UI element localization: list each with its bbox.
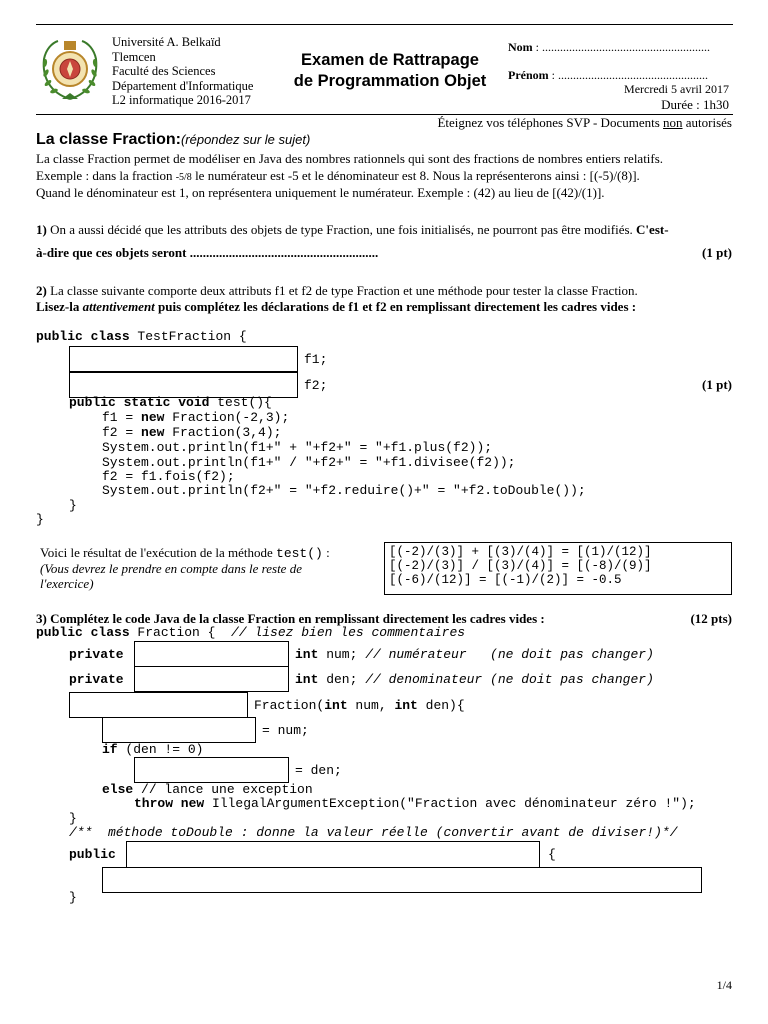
prenom-label: Prénom	[508, 68, 549, 82]
q2-line1	[36, 283, 638, 299]
q3-points: (12 pts)	[690, 611, 732, 626]
faculty-name: Faculté des Sciences	[112, 64, 216, 78]
result-line-plus: [(-2)/(3)] + [(3)/(4)] = [(1)/(12)]	[389, 545, 652, 559]
code-line-throw	[134, 796, 696, 811]
university-name: Université A. Belkaïd	[112, 35, 221, 49]
notice-after: autorisés	[682, 115, 732, 130]
code-line-fois: f2 = f1.fois(f2);	[102, 469, 235, 484]
constructor-modifier-box[interactable]	[69, 692, 248, 718]
notice-non: non	[663, 115, 683, 130]
department-name: Département d'Informatique	[112, 78, 254, 93]
code-assign-num: = num;	[262, 723, 309, 738]
result-note-line1: (Vous devrez le prendre en compte dans le reste de	[40, 561, 302, 576]
code-brace-open: {	[548, 847, 556, 862]
class-name: TestFraction {	[129, 329, 247, 344]
page-number: 1/4	[716, 978, 732, 992]
kw-public-todouble: public	[69, 847, 116, 862]
code-f2: f2;	[304, 378, 328, 393]
comment-num: // numérateur (ne doit pas changer)	[365, 647, 654, 662]
code-line-f2-new	[102, 425, 281, 440]
intro2-a: Exemple : dans la fraction	[36, 168, 176, 183]
q1-number: 1)	[36, 222, 47, 237]
section-note: (répondez sur le sujet)	[180, 132, 311, 147]
exam-title-line1: Examen de Rattrapage	[301, 51, 479, 69]
todouble-signature-box[interactable]	[126, 841, 540, 868]
den-assign-box[interactable]	[134, 757, 289, 783]
q2-text2-b: attentivement	[82, 299, 155, 314]
kw-private-den: private	[69, 672, 124, 687]
code-line-class-testfraction	[36, 329, 247, 344]
if-condition: (den != 0)	[117, 742, 204, 757]
university-logo	[38, 33, 102, 105]
notice-before: Éteignez vos téléphones SVP - Documents	[437, 115, 664, 130]
q2-number: 2)	[36, 283, 47, 298]
q3-heading: 3) Complétez le code Java de la classe Fraction en remplissant directement les cadres vides :	[36, 611, 545, 626]
intro2-b: le numérateur est -5 et le dénominateur est 8. Nous la représenterons ainsi : [(-5)/(8)].	[191, 168, 640, 183]
q2-text: La classe suivante comporte deux attributs f1 et f2 de type Fraction et une méthode pour tester la classe Fraction.	[46, 283, 638, 298]
nom-dots: : ........................................................	[532, 40, 711, 54]
code-line-test-method	[69, 395, 272, 410]
kw-int: int	[324, 698, 348, 713]
todouble-body-box[interactable]	[102, 867, 702, 893]
kw-public-class: public class	[36, 329, 130, 344]
q1-points: (1 pt)	[702, 245, 732, 260]
exam-duration: Durée : 1h30	[661, 97, 729, 112]
comment-den: // denominateur (ne doit pas changer)	[365, 672, 654, 687]
method-test: test(){	[209, 395, 272, 410]
code-f2-assign: f2 =	[102, 425, 142, 440]
code-close-constructor: }	[69, 811, 77, 826]
kw-int: int	[394, 698, 418, 713]
kw-new: new	[141, 410, 165, 425]
code-line-if	[102, 742, 203, 757]
prenom-dots: : ..................................................	[548, 68, 708, 82]
q2-line2	[36, 299, 636, 315]
attr-num: num;	[318, 647, 366, 662]
result-line-reduire: [(-6)/(12)] = [(-1)/(2)] = -0.5	[389, 573, 622, 587]
den-type-box[interactable]	[134, 666, 289, 692]
exam-date: Mercredi 5 avril 2017	[624, 82, 729, 96]
code-line-println-reduire: System.out.println(f2+" = "+f2.reduire()+" = "+f2.toDouble());	[102, 483, 586, 498]
prenom-field[interactable]	[508, 68, 708, 83]
top-rule	[36, 24, 733, 25]
result-intro-b: :	[322, 545, 330, 560]
result-note-line2: l'exercice)	[40, 576, 94, 591]
fraction-example: -5/8	[175, 172, 192, 183]
code-line-println-plus: System.out.println(f1+" + "+f2+" = "+f1.plus(f2));	[102, 440, 493, 455]
result-output-box	[384, 542, 732, 595]
ctor-name: Fraction(	[254, 698, 325, 713]
q2-text2-c: puis complétez les déclarations de f1 et f2 en remplissant directement les cadres vides :	[154, 299, 637, 314]
section-title: La classe Fraction:	[36, 131, 181, 148]
class-comment: // lisez bien les commentaires	[231, 625, 466, 640]
exam-title	[270, 50, 510, 92]
code-line-class-fraction	[36, 625, 465, 640]
q2-text2-a: Lisez-la	[36, 299, 83, 314]
code-f1-ctor: Fraction(-2,3);	[164, 410, 290, 425]
code-f1-assign: f1 =	[102, 410, 142, 425]
kw-if: if	[102, 742, 118, 757]
ctor-param-num: num,	[347, 698, 395, 713]
code-close-class: }	[36, 512, 44, 527]
code-line-else	[102, 782, 313, 797]
university-city: Tlemcen	[112, 49, 156, 64]
code-line-constructor	[254, 698, 465, 713]
throw-exception: IllegalArgumentException("Fraction avec dénominateur zéro !");	[204, 796, 696, 811]
f1-declaration-box[interactable]	[69, 346, 298, 372]
kw-new: new	[141, 425, 165, 440]
code-close-todouble: }	[69, 890, 77, 905]
code-line-num	[295, 647, 654, 662]
university-info	[112, 35, 253, 108]
result-intro-a: Voici le résultat de l'exécution de la méthode	[40, 545, 277, 560]
intro-line2	[36, 168, 640, 184]
nom-label: Nom	[508, 40, 533, 54]
code-doc-todouble: /** méthode toDouble : donne la valeur réelle (convertir avant de diviser!)*/	[69, 825, 678, 840]
code-close-method: }	[69, 498, 77, 513]
result-line-divisee: [(-2)/(3)] / [(3)/(4)] = [(-8)/(9)]	[389, 559, 652, 573]
kw-int: int	[295, 672, 319, 687]
attr-den: den;	[318, 672, 366, 687]
kw-int: int	[295, 647, 319, 662]
notice	[437, 115, 732, 131]
q1-text-bold: C'est-	[636, 222, 669, 237]
code-f1: f1;	[304, 352, 328, 367]
kw-else: else	[102, 782, 134, 797]
else-comment: // lance une exception	[133, 782, 313, 797]
code-line-f1-new	[102, 410, 289, 425]
kw-private-num: private	[69, 647, 124, 662]
intro-line1: La classe Fraction permet de modéliser en Java des nombres rationnels qui sont des fractions de nombres entiers relatifs.	[36, 151, 664, 166]
exam-title-line2: de Programmation Objet	[293, 72, 487, 90]
q2-points: (1 pt)	[702, 377, 732, 392]
code-assign-den: = den;	[295, 763, 342, 778]
q1-line1	[36, 222, 669, 238]
kw-public-static-void: public static void	[69, 395, 210, 410]
num-type-box[interactable]	[134, 641, 289, 667]
code-line-den	[295, 672, 654, 687]
class-year: L2 informatique 2016-2017	[112, 93, 251, 107]
q1-text: On a aussi décidé que les attributs des objets de type Fraction, une fois initialisés, ne pourront pas être modifiés.	[46, 222, 637, 237]
kw-public-class: public class	[36, 625, 130, 640]
class-fraction: Fraction {	[129, 625, 232, 640]
code-line-println-divisee: System.out.println(f1+" / "+f2+" = "+f1.divisee(f2));	[102, 455, 516, 470]
num-assign-box[interactable]	[102, 717, 256, 743]
intro-line3: Quand le dénominateur est 1, on représentera uniquement le numérateur. Exemple : (42) au lieu de [(42)/(1)].	[36, 185, 605, 200]
result-intro	[40, 545, 330, 561]
nom-field[interactable]	[508, 40, 710, 55]
q1-line2[interactable]: à-dire que ces objets seront ..........................................................	[36, 245, 379, 260]
section-heading	[36, 131, 310, 149]
kw-throw-new: throw new	[134, 796, 205, 811]
result-intro-code: test()	[276, 546, 323, 561]
ctor-param-den: den){	[417, 698, 465, 713]
code-f2-ctor: Fraction(3,4);	[164, 425, 282, 440]
